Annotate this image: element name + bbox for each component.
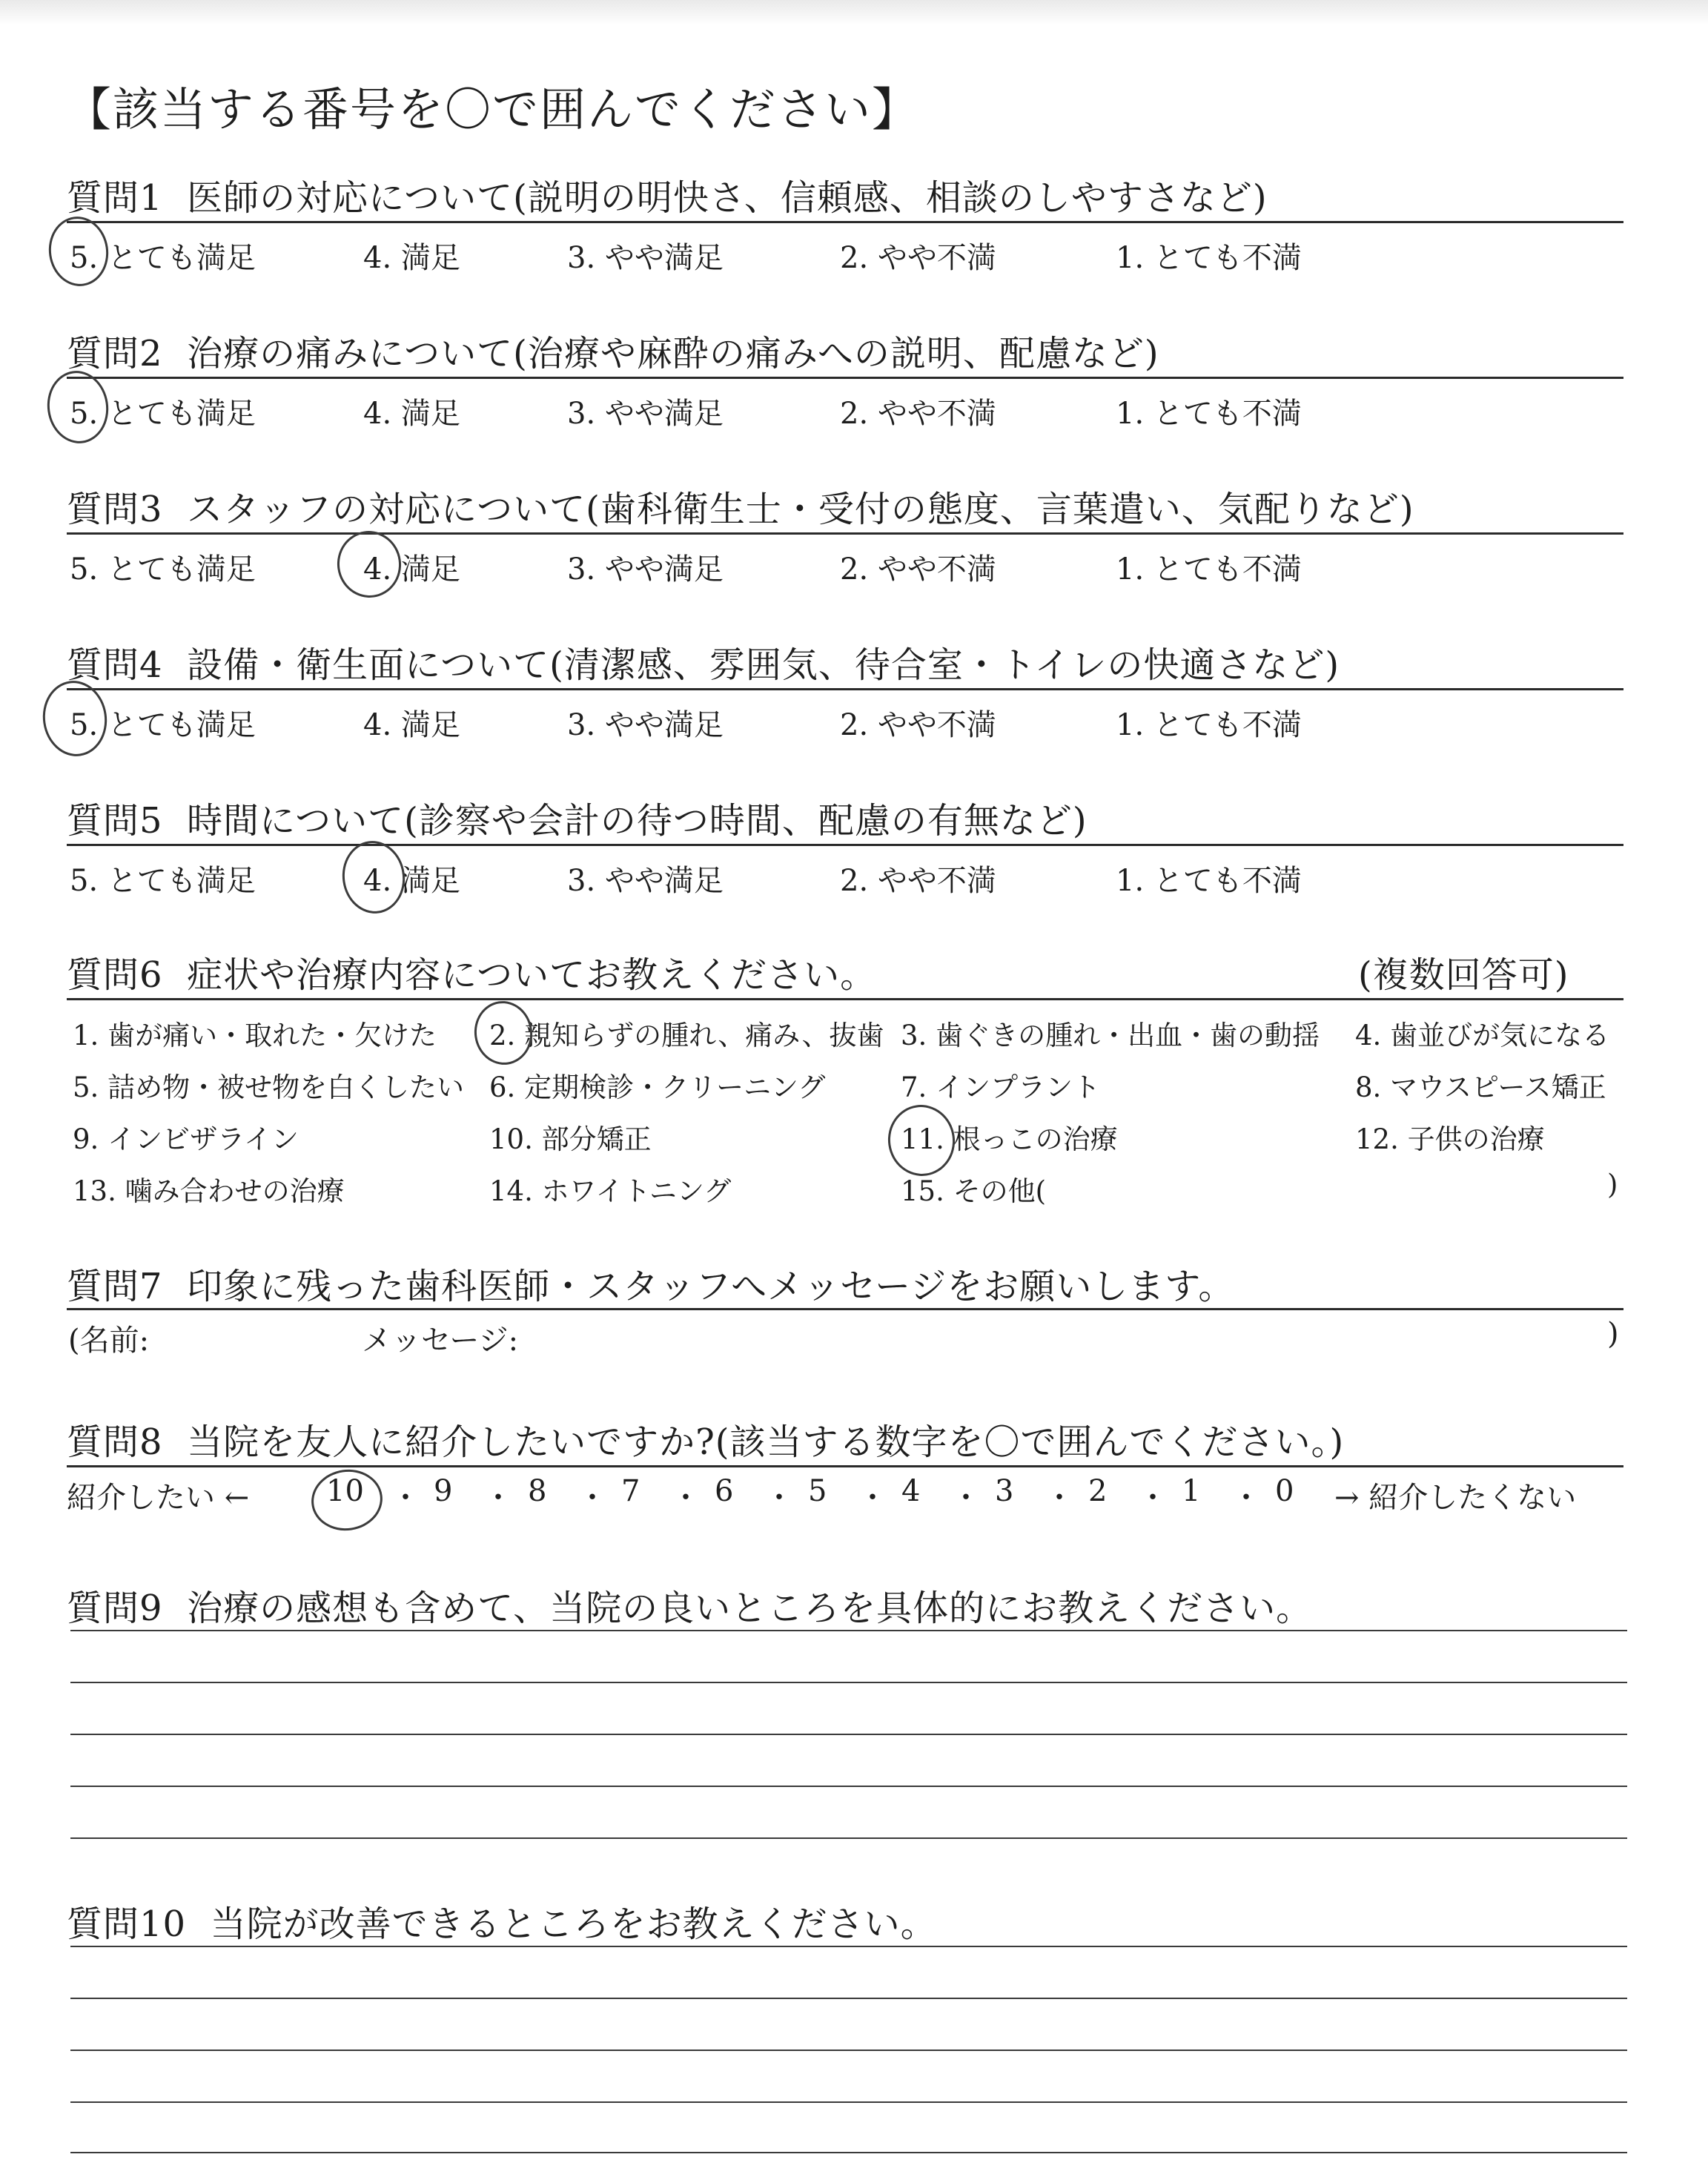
q3-option-5[interactable]: 5. とても満足: [70, 552, 256, 587]
q3-option-2[interactable]: 2. やや不満: [840, 552, 996, 587]
q6-label: 質問6: [67, 954, 163, 996]
q5-rule: [67, 844, 1623, 846]
q1-options: [0, 234, 1708, 279]
scan-top-shade: [0, 0, 1708, 25]
q6-text: 症状や治療内容についてお教えください。: [187, 954, 877, 996]
q6-option-9[interactable]: 9. インビザライン: [73, 1123, 299, 1155]
form-title: 【該当する番号を〇で囲んでください】: [65, 82, 920, 136]
q4-option-3[interactable]: 3. やや満足: [567, 708, 724, 742]
q7-close: ): [1607, 1317, 1619, 1351]
q5-selection-circle: [338, 837, 410, 918]
q8-scale: [0, 1474, 1708, 1519]
q8-separator: ・: [1045, 1481, 1074, 1515]
q3-rule: [67, 532, 1623, 535]
q6-option-10[interactable]: 10. 部分矯正: [489, 1123, 652, 1155]
q8-value-0[interactable]: 0: [1275, 1474, 1294, 1508]
q1-option-3[interactable]: 3. やや満足: [567, 241, 724, 275]
q9-answer-line-5[interactable]: [70, 1837, 1627, 1839]
q3-options: [0, 546, 1708, 590]
q7-message-label: メッセージ:: [362, 1324, 519, 1358]
q5-option-4[interactable]: 4. 満足: [363, 864, 460, 898]
q2-text: 治療の痛みについて(治療や麻酔の痛みへの説明、配慮など): [187, 333, 1159, 374]
q5-options: [0, 857, 1708, 902]
q3-heading: [67, 480, 1414, 532]
q5-option-3[interactable]: 3. やや満足: [567, 864, 724, 898]
q10-answer-line-2[interactable]: [70, 1998, 1627, 1999]
q8-left-label: 紹介したい ←: [67, 1481, 250, 1515]
q7-text: 印象に残った歯科医師・スタッフへメッセージをお願いします。: [187, 1266, 1235, 1307]
q8-value-10[interactable]: 10: [326, 1474, 364, 1508]
q6-option-8[interactable]: 8. マウスピース矯正: [1355, 1071, 1606, 1103]
q8-rule: [67, 1465, 1623, 1467]
q6-option-5[interactable]: 5. 詰め物・被せ物を白くしたい: [73, 1071, 465, 1103]
q1-heading: [67, 169, 1268, 220]
q1-option-4[interactable]: 4. 満足: [363, 241, 460, 275]
q2-options: [0, 390, 1708, 435]
q6-option-13[interactable]: 13. 噛み合わせの治療: [73, 1175, 345, 1207]
q4-text: 設備・衛生面について(清潔感、雰囲気、待合室・トイレの快適さなど): [187, 644, 1340, 686]
q10-label: 質問10: [67, 1903, 187, 1945]
q9-answer-line-1[interactable]: [70, 1630, 1627, 1631]
q4-options: [0, 701, 1708, 746]
q6-note: (複数回答可): [1358, 954, 1569, 996]
q10-answer-line-5[interactable]: [70, 2152, 1627, 2153]
q8-value-1[interactable]: 1: [1182, 1474, 1201, 1508]
q3-text: スタッフの対応について(歯科衛生士・受付の態度、言葉遣い、気配りなど): [187, 489, 1414, 530]
q6-option-12[interactable]: 12. 子供の治療: [1355, 1123, 1545, 1155]
q6-option-14[interactable]: 14. ホワイトニング: [489, 1175, 732, 1207]
q8-value-7[interactable]: 7: [621, 1474, 640, 1508]
q8-separator: ・: [1138, 1481, 1168, 1515]
q5-option-1[interactable]: 1. とても不満: [1116, 864, 1302, 898]
q10-text: 当院が改善できるところをお教えください。: [210, 1903, 937, 1945]
q4-heading: [67, 636, 1340, 687]
q8-value-9[interactable]: 9: [434, 1474, 453, 1508]
q8-separator: ・: [858, 1481, 887, 1515]
q4-option-1[interactable]: 1. とても不満: [1116, 708, 1302, 742]
q2-heading: [67, 325, 1159, 376]
q6-option-7[interactable]: 7. インプラント: [901, 1071, 1101, 1103]
q5-heading: [67, 792, 1088, 843]
q6-row-1: [0, 1013, 1708, 1057]
q9-text: 治療の感想も含めて、当院の良いところを具体的にお教えください。: [187, 1588, 1313, 1629]
q7-message-field[interactable]: [549, 1317, 1594, 1355]
q3-option-3[interactable]: 3. やや満足: [567, 552, 724, 587]
q8-separator: ・: [483, 1481, 513, 1515]
q6-rule: [67, 998, 1623, 1000]
q6-option-3[interactable]: 3. 歯ぐきの腫れ・出血・歯の動揺: [901, 1020, 1320, 1051]
q1-text: 医師の対応について(説明の明快さ、信頼感、相談のしやすさなど): [187, 177, 1268, 219]
q9-label: 質問9: [67, 1588, 163, 1629]
q7-name-field[interactable]: [185, 1317, 348, 1355]
q7-heading: [67, 1258, 1234, 1309]
q8-separator: ・: [951, 1481, 981, 1515]
q1-option-1[interactable]: 1. とても不満: [1116, 241, 1302, 275]
q5-label: 質問5: [67, 800, 163, 842]
q4-option-2[interactable]: 2. やや不満: [840, 708, 996, 742]
q1-option-5[interactable]: 5. とても満足: [70, 241, 256, 275]
q6-row-2: [0, 1065, 1708, 1109]
q3-selection-circle: [333, 526, 406, 601]
q4-option-5[interactable]: 5. とても満足: [70, 708, 256, 742]
q7-fields: [0, 1317, 1708, 1361]
q10-answer-line-3[interactable]: [70, 2050, 1627, 2051]
q7-name-label: (名前:: [68, 1324, 150, 1358]
q4-option-4[interactable]: 4. 満足: [363, 708, 460, 742]
q8-label: 質問8: [67, 1421, 163, 1463]
q8-value-2[interactable]: 2: [1088, 1474, 1108, 1508]
q2-option-4[interactable]: 4. 満足: [363, 397, 460, 431]
q8-text: 当院を友人に紹介したいですか?(該当する数字を〇で囲んでください。): [187, 1421, 1345, 1463]
q7-rule: [67, 1308, 1623, 1310]
q5-option-5[interactable]: 5. とても満足: [70, 864, 256, 898]
q8-separator: ・: [671, 1481, 701, 1515]
q6-option-11[interactable]: 11. 根っこの治療: [901, 1123, 1118, 1155]
q6-selection-circle-2: [470, 997, 536, 1069]
q6-row-3: [0, 1117, 1708, 1161]
q8-separator: ・: [1231, 1481, 1261, 1515]
q7-label: 質問7: [67, 1266, 163, 1307]
q2-label: 質問2: [67, 333, 163, 374]
q9-answer-line-4[interactable]: [70, 1786, 1627, 1787]
q8-heading: [67, 1413, 1344, 1464]
q2-option-1[interactable]: 1. とても不満: [1116, 397, 1302, 431]
q2-rule: [67, 377, 1623, 379]
q8-value-8[interactable]: 8: [528, 1474, 547, 1508]
q6-option-2[interactable]: 2. 親知らずの腫れ、痛み、抜歯: [489, 1020, 884, 1051]
q8-value-5[interactable]: 5: [808, 1474, 827, 1508]
q6-heading: [67, 946, 876, 997]
q9-answer-line-3[interactable]: [70, 1734, 1627, 1735]
q1-option-2[interactable]: 2. やや不満: [840, 241, 996, 275]
q6-option-4[interactable]: 4. 歯並びが気になる: [1355, 1020, 1610, 1051]
q1-label: 質問1: [67, 177, 163, 219]
q2-option-2[interactable]: 2. やや不満: [840, 397, 996, 431]
q9-heading: [67, 1579, 1312, 1631]
q8-value-4[interactable]: 4: [901, 1474, 921, 1508]
q10-heading: [67, 1895, 937, 1946]
q2-option-5[interactable]: 5. とても満足: [70, 397, 256, 431]
q8-right-label: → 紹介したくない: [1334, 1481, 1577, 1515]
q5-text: 時間について(診察や会計の待つ時間、配慮の有無など): [187, 800, 1088, 842]
q8-separator: ・: [764, 1481, 794, 1515]
q10-answer-line-1[interactable]: [70, 1946, 1627, 1947]
q3-option-1[interactable]: 1. とても不満: [1116, 552, 1302, 587]
q3-option-4[interactable]: 4. 満足: [363, 552, 460, 587]
q3-label: 質問3: [67, 489, 163, 530]
q6-row-4: [0, 1169, 1708, 1213]
q6-option-1[interactable]: 1. 歯が痛い・取れた・欠けた: [73, 1020, 437, 1051]
q8-value-3[interactable]: 3: [995, 1474, 1014, 1508]
q8-separator: ・: [577, 1481, 607, 1515]
q8-value-6[interactable]: 6: [715, 1474, 734, 1508]
q4-rule: [67, 688, 1623, 690]
q6-option-6[interactable]: 6. 定期検診・クリーニング: [489, 1071, 826, 1103]
q6-option-15[interactable]: 15. その他(: [901, 1175, 1047, 1207]
q8-separator: ・: [391, 1481, 420, 1515]
q6-other-close: ): [1607, 1169, 1618, 1200]
q10-answer-line-4[interactable]: [70, 2101, 1627, 2103]
q1-rule: [67, 221, 1623, 223]
q2-selection-circle: [43, 367, 113, 447]
q5-option-2[interactable]: 2. やや不満: [840, 864, 996, 898]
q2-option-3[interactable]: 3. やや満足: [567, 397, 724, 431]
q4-label: 質問4: [67, 644, 163, 686]
q9-answer-line-2[interactable]: [70, 1682, 1627, 1683]
